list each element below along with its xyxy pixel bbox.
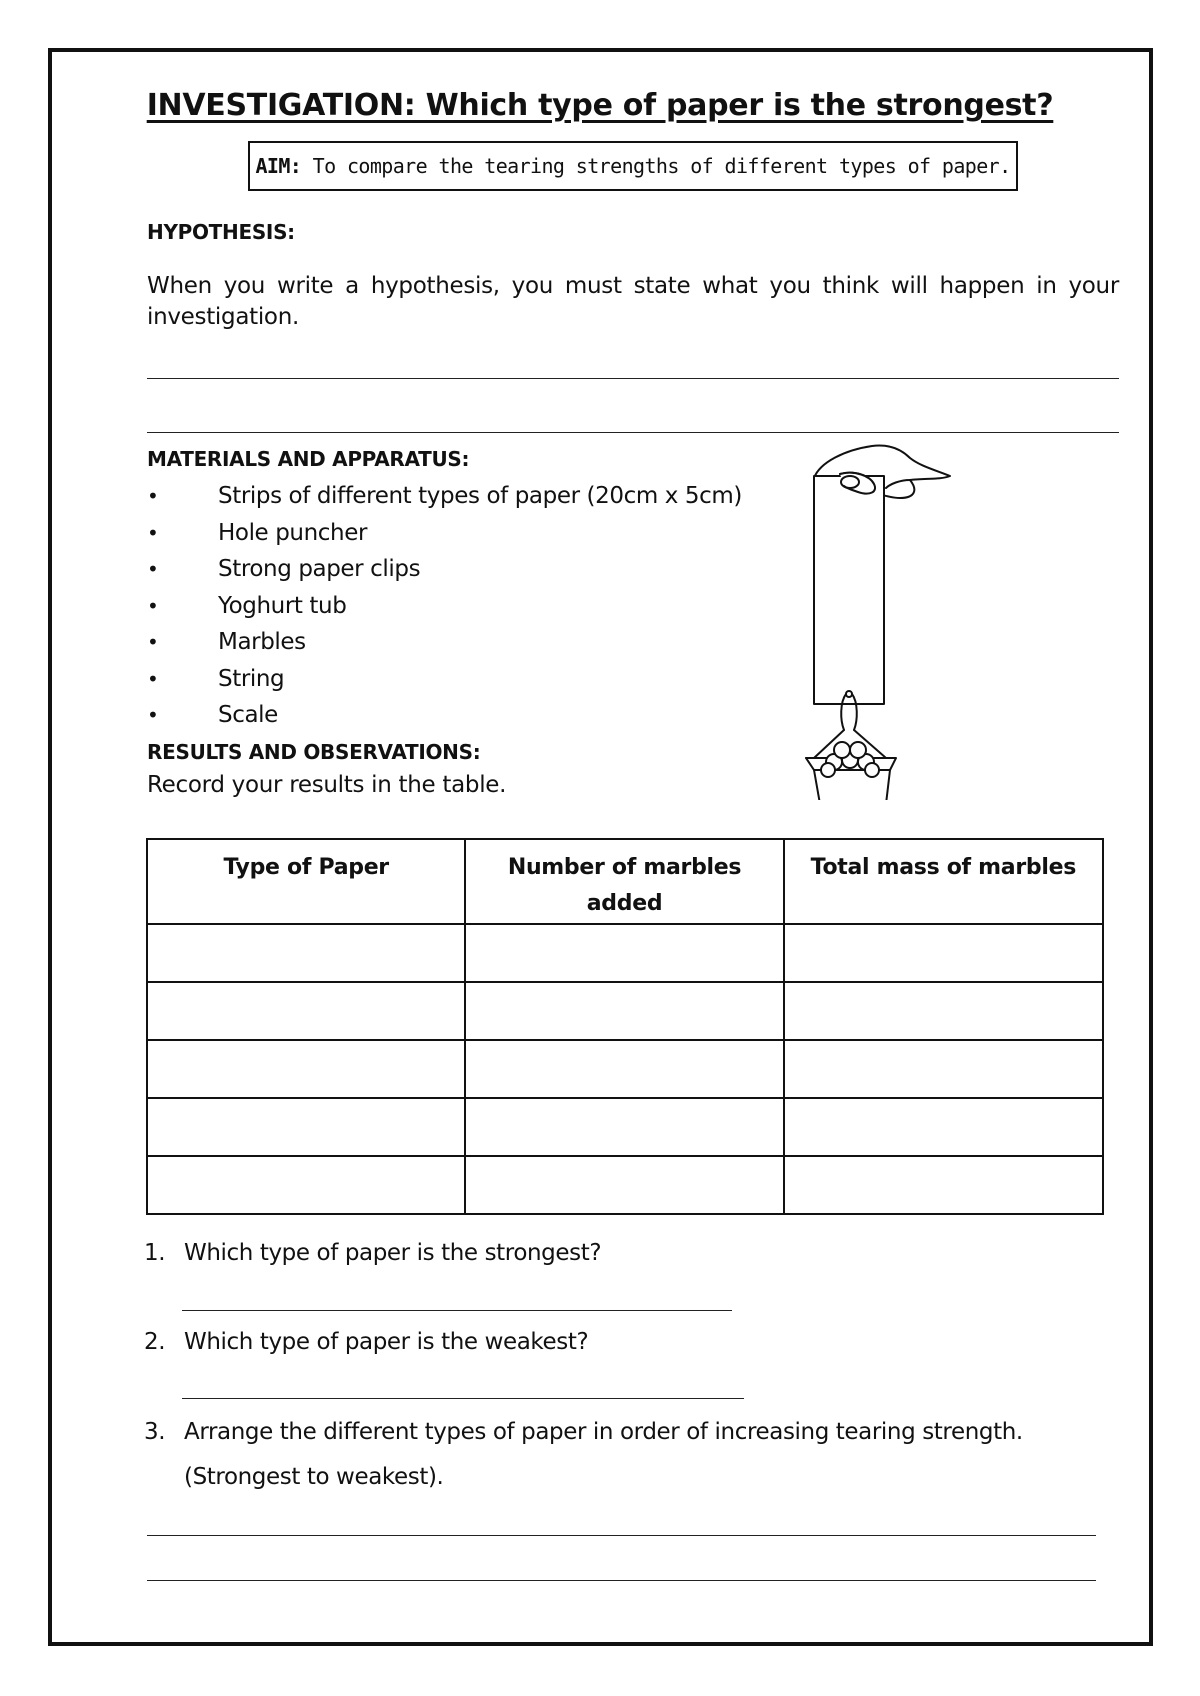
table-row bbox=[147, 924, 1103, 982]
list-item bbox=[147, 551, 742, 588]
table-cell[interactable] bbox=[147, 1040, 465, 1098]
material-item: Yoghurt tub bbox=[218, 592, 347, 619]
material-item: Strong paper clips bbox=[218, 556, 421, 582]
table-cell[interactable] bbox=[784, 1098, 1103, 1156]
table-cell[interactable] bbox=[784, 1156, 1103, 1214]
answer-line-question-1[interactable] bbox=[182, 1310, 732, 1311]
worksheet-title: INVESTIGATION: Which type of paper is the strongest? bbox=[146, 88, 1054, 123]
table-cell[interactable] bbox=[465, 1156, 783, 1214]
material-item: Hole puncher bbox=[218, 519, 368, 546]
bullet: • bbox=[147, 703, 159, 727]
results-table bbox=[146, 838, 1104, 1215]
table-cell[interactable] bbox=[147, 1098, 465, 1156]
table-cell[interactable] bbox=[784, 982, 1103, 1040]
answer-line-question-3-b[interactable] bbox=[147, 1580, 1096, 1581]
materials-list bbox=[147, 478, 742, 734]
hypothesis-instruction: When you write a hypothesis, you must state what you think will happen in your investigation. bbox=[147, 273, 1119, 330]
material-item: String bbox=[218, 665, 285, 692]
table-row bbox=[147, 1040, 1103, 1098]
material-item: Strips of different types of paper (20cm x 5cm) bbox=[218, 483, 742, 509]
material-item: Marbles bbox=[218, 629, 306, 655]
table-cell[interactable] bbox=[465, 1040, 783, 1098]
list-item bbox=[147, 624, 742, 661]
hypothesis-answer-line-1[interactable] bbox=[147, 378, 1119, 379]
list-item bbox=[147, 697, 742, 734]
bullet: • bbox=[147, 520, 159, 545]
column-header-type-of-paper: Type of Paper bbox=[147, 839, 465, 924]
table-cell[interactable] bbox=[147, 1156, 465, 1214]
question-1 bbox=[144, 1240, 601, 1266]
table-row bbox=[147, 1098, 1103, 1156]
aim-box bbox=[248, 141, 1018, 191]
list-item bbox=[147, 661, 742, 698]
materials-heading: MATERIALS AND APPARATUS: bbox=[147, 447, 470, 471]
question-3-note: (Strongest to weakest). bbox=[184, 1464, 444, 1490]
hand-holding-paper-strip-with-tub-of-marbles-icon bbox=[800, 440, 970, 800]
question-text: Arrange the different types of paper in order of increasing tearing strength. bbox=[184, 1419, 1023, 1445]
table-row bbox=[147, 982, 1103, 1040]
question-text: Which type of paper is the strongest? bbox=[184, 1240, 602, 1266]
column-header-number-of-marbles: Number of marbles added bbox=[465, 839, 783, 924]
bullet: • bbox=[147, 557, 159, 581]
question-number: 2. bbox=[144, 1329, 166, 1355]
question-text: Which type of paper is the weakest? bbox=[184, 1329, 589, 1355]
table-cell[interactable] bbox=[147, 924, 465, 982]
bullet: • bbox=[147, 630, 159, 654]
table-row bbox=[147, 1156, 1103, 1214]
results-heading: RESULTS AND OBSERVATIONS: bbox=[147, 740, 481, 764]
table-cell[interactable] bbox=[147, 982, 465, 1040]
list-item bbox=[147, 478, 742, 515]
material-item: Scale bbox=[218, 702, 278, 728]
aim-text: To compare the tearing strengths of different types of paper. bbox=[312, 154, 1011, 178]
question-number: 1. bbox=[144, 1240, 166, 1266]
hypothesis-heading: HYPOTHESIS: bbox=[147, 220, 295, 244]
list-item bbox=[147, 588, 742, 625]
question-number: 3. bbox=[144, 1419, 166, 1445]
question-3 bbox=[144, 1419, 1023, 1445]
question-2 bbox=[144, 1329, 588, 1355]
aim-label: AIM: bbox=[255, 154, 302, 178]
bullet: • bbox=[147, 484, 159, 508]
table-cell[interactable] bbox=[784, 924, 1103, 982]
answer-line-question-3-a[interactable] bbox=[147, 1535, 1096, 1536]
table-cell[interactable] bbox=[465, 924, 783, 982]
table-header-row bbox=[147, 839, 1103, 924]
bullet: • bbox=[147, 593, 159, 618]
answer-line-question-2[interactable] bbox=[182, 1398, 744, 1399]
results-instruction: Record your results in the table. bbox=[147, 772, 507, 798]
table-cell[interactable] bbox=[465, 982, 783, 1040]
column-header-total-mass: Total mass of marbles bbox=[784, 839, 1103, 924]
hypothesis-answer-line-2[interactable] bbox=[147, 432, 1119, 433]
table-cell[interactable] bbox=[784, 1040, 1103, 1098]
bullet: • bbox=[147, 666, 159, 691]
list-item bbox=[147, 515, 742, 552]
table-cell[interactable] bbox=[465, 1098, 783, 1156]
